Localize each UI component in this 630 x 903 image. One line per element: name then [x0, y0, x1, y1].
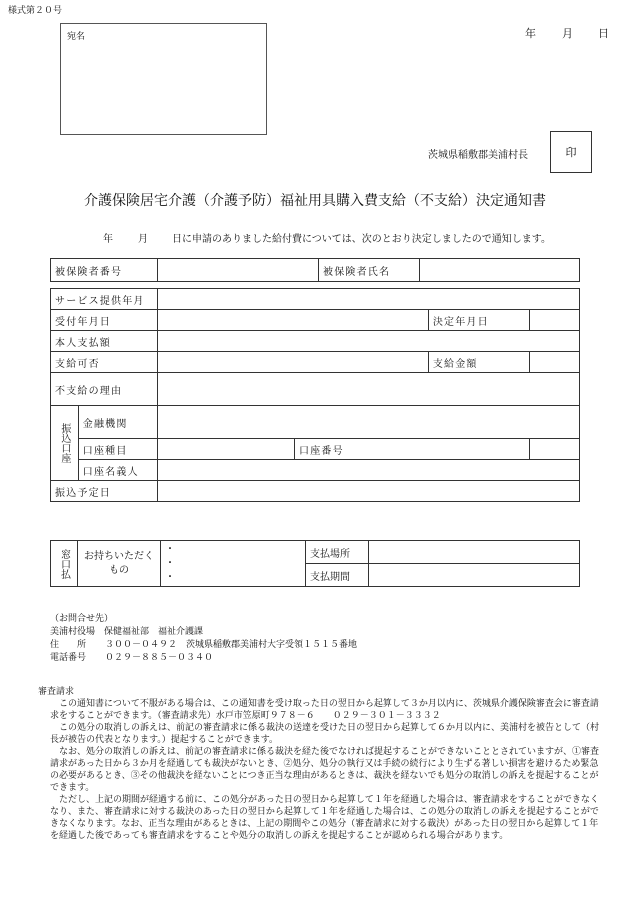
insured-number-field[interactable] — [158, 259, 319, 282]
bring-items-list[interactable] — [161, 541, 306, 587]
window-label: 窓口払 — [51, 541, 78, 587]
insured-number-label: 被保険者番号 — [51, 259, 158, 282]
service-month-label: サービス提供年月 — [51, 289, 158, 310]
receipt-date-field[interactable] — [158, 310, 429, 331]
pay-place-label: 支払場所 — [306, 541, 369, 564]
form-number: 様式第２０号 — [8, 6, 63, 16]
address-value: ３００－０４９２ 茨城県稲敷郡美浦村大字受領１５１５番地 — [105, 640, 358, 650]
review-heading: 審査請求 — [38, 687, 75, 697]
self-pay-label: 本人支払額 — [51, 331, 158, 352]
amount-label: 支給金額 — [428, 352, 529, 373]
address-label: 住 所 — [50, 640, 87, 650]
review-paragraph: この通知書について不服がある場合は、この通知書を受け取った日の翌日から起算して３か月以内に、茨城県介護保険審査会に審査請求をすることができます。（審査請求先）水戸市笠原町９７８－６ ０２９－３０１－３３３２ — [50, 699, 599, 721]
review-paragraph: なお、処分の取消しの訴えは、前記の審査請求に係る裁決を経た後でなければ提起することができないこととされていますが、①審査請求があった日から３か月を経過しても裁決がないとき、②処分、処分の執行又は手続の続行により生ずる著しい損害を避けるため緊急の必要があるとき、③その他裁決を経ないことにつき正当な理由があるときは、裁決を経ないでも処分の取消しの訴えを提起することができます。 — [50, 747, 600, 793]
decision-date-label: 決定年月日 — [428, 310, 529, 331]
bring-item: ・ — [165, 557, 175, 569]
bring-item: ・ — [165, 543, 175, 555]
reason-field[interactable] — [158, 373, 580, 406]
receipt-date-label: 受付年月日 — [51, 310, 158, 331]
account-number-field[interactable] — [529, 439, 579, 460]
intro-year: 年 — [103, 234, 113, 245]
contact-dept: 美浦村役場 保健福祉部 福祉介護課 — [50, 627, 204, 637]
account-holder-field[interactable] — [158, 460, 580, 481]
addressee-box[interactable] — [60, 23, 267, 135]
insured-name-field[interactable] — [420, 259, 580, 282]
bank-field[interactable] — [158, 406, 580, 439]
account-number-label: 口座番号 — [295, 439, 530, 460]
reason-label: 不支給の理由 — [51, 373, 158, 406]
intro-text: 日に申請のありました給付費については、次のとおり決定しましたので通知します。 — [172, 234, 551, 245]
window-payment-table — [50, 540, 580, 587]
insured-table — [50, 258, 580, 282]
seal-box: 印 — [550, 131, 592, 173]
contact-block — [50, 613, 357, 665]
approval-field[interactable] — [158, 352, 429, 373]
issuer-name: 茨城県稲敷郡美浦村長 — [428, 150, 528, 161]
date-month: 月 — [562, 27, 573, 40]
decision-date-field[interactable] — [529, 310, 579, 331]
intro-month: 月 — [138, 234, 148, 245]
transfer-date-field[interactable] — [158, 481, 580, 502]
account-type-field[interactable] — [158, 439, 295, 460]
insured-name-label: 被保険者氏名 — [319, 259, 420, 282]
account-holder-label: 口座名義人 — [78, 460, 157, 481]
review-paragraph: ただし、上記の期間が経過する前に、この処分があった日の翌日から起算して１年を経過した場合は、審査請求をすることができなくなり、また、審査請求に対する裁決のあった日の翌日から起算して１年を経過した場合は、この処分の取消しの訴えを提起することができなくなります。なお、正当な理由があるときは、上記の期間やこの処分（審査請求に対する裁決）があった日の翌日から起算して１年を経過した後であっても審査請求をすることや処分の取消しの訴えを提起することが認められる場合があります。 — [50, 795, 599, 841]
approval-label: 支給可否 — [51, 352, 158, 373]
pay-period-field[interactable] — [369, 564, 580, 587]
document-title: 介護保険居宅介護（介護予防）福祉用具購入費支給（不支給）決定通知書 — [84, 193, 546, 209]
review-notes — [50, 698, 602, 842]
phone-value: ０２９－８８５－０３４０ — [105, 653, 214, 663]
bring-items-label: お持ちいただくもの — [78, 541, 161, 587]
contact-heading: （お問合せ先） — [50, 614, 114, 624]
bank-label: 金融機関 — [78, 406, 157, 439]
review-paragraph: この処分の取消しの訴えは、前記の審査請求に係る裁決の送達を受けた日の翌日から起算して６か月以内に、美浦村を被告として（村長が被告の代表となります。）提起することができます。 — [50, 723, 600, 745]
bring-item: ・ — [165, 571, 175, 583]
self-pay-field[interactable] — [158, 331, 580, 352]
pay-place-field[interactable] — [369, 541, 580, 564]
contact-address-row — [50, 639, 357, 652]
date-day: 日 — [598, 27, 609, 40]
contact-phone-row — [50, 652, 357, 665]
transfer-date-label: 振込予定日 — [51, 481, 158, 502]
phone-label: 電話番号 — [50, 653, 87, 663]
amount-field[interactable] — [529, 352, 579, 373]
date-year: 年 — [525, 27, 536, 40]
addressee-label: 宛名 — [67, 32, 86, 42]
pay-period-label: 支払期間 — [306, 564, 369, 587]
account-type-label: 口座種目 — [78, 439, 157, 460]
decision-table — [50, 288, 580, 502]
service-month-field[interactable] — [158, 289, 580, 310]
transfer-account-label: 振込口座 — [51, 406, 79, 481]
